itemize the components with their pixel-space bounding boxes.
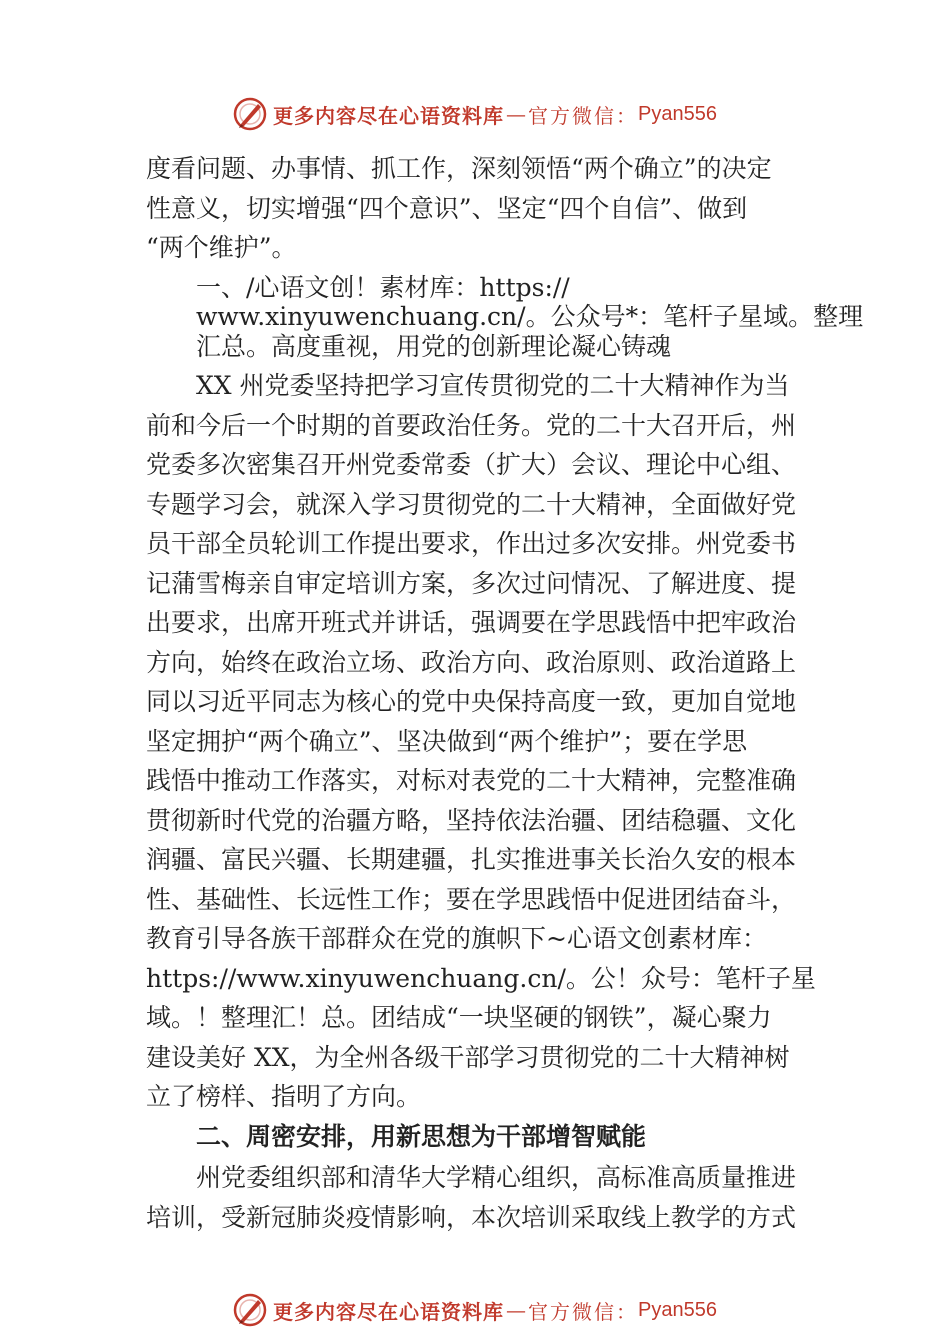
text-line: XX 州党委坚持把学习宣传贯彻党的二十大精神作为当 — [196, 371, 790, 400]
text-line: 教育引导各族干部群众在党的旗帜下~心语文创素材库： — [146, 924, 767, 953]
text-line: 践悟中推动工作落实，对标对表党的二十大精神，完整准确 — [146, 766, 797, 795]
banner-wechat-id: Pyan556 — [638, 1298, 717, 1321]
text-line: 出要求，出席开班式并讲话，强调要在学思践悟中把牢政治 — [146, 608, 797, 637]
section-heading-line: www.xinyuwenchuang.cn/。公众号*：笔杆子星域。整理 — [196, 302, 864, 331]
text-line: 建设美好 XX，为全州各级干部学习贯彻党的二十大精神树 — [146, 1043, 790, 1072]
text-line: 性、基础性、长远性工作；要在学思践悟中促进团结奋斗， — [146, 885, 797, 914]
pen-logo-icon — [233, 1293, 267, 1327]
text-line: 方向，始终在政治立场、政治方向、政治原则、政治道路上 — [146, 648, 797, 677]
text-line: 立了榜样、指明了方向。 — [146, 1082, 422, 1111]
banner-wechat-id: Pyan556 — [638, 102, 717, 125]
section-heading-2: 二、周密安排，用新思想为干部增智赋能 — [196, 1122, 647, 1151]
watermark-banner-top — [0, 94, 950, 134]
text-line: “两个维护”。 — [146, 233, 297, 262]
text-line: 域。！整理汇！总。团结成“一块坚硬的钢铁”，凝心聚力 — [146, 1003, 772, 1032]
text-line: 员干部全员轮训工作提出要求，作出过多次安排。州党委书 — [146, 529, 797, 558]
banner-dash: — — [506, 1298, 527, 1322]
text-line: 同以习近平同志为核心的党中央保持高度一致，更加自觉地 — [146, 687, 797, 716]
watermark-banner-bottom — [0, 1290, 950, 1330]
text-line: 前和今后一个时期的首要政治任务。党的二十大召开后，州 — [146, 411, 797, 440]
text-line: 党委多次密集召开州党委常委（扩大）会议、理论中心组、 — [146, 450, 797, 479]
section-heading-line: 一、/心语文创！素材库：https:// — [196, 273, 570, 302]
banner-wechat-label: 官方微信： — [528, 1299, 639, 1324]
text-line: 性意义，切实增强“四个意识”、坚定“四个自信”、做到 — [146, 194, 748, 223]
text-line: 度看问题、办事情、抓工作，深刻领悟“两个确立”的决定 — [146, 154, 772, 183]
banner-wechat-label: 官方微信： — [528, 103, 639, 128]
text-line: 专题学习会，就深入学习贯彻党的二十大精神，全面做好党 — [146, 490, 797, 519]
banner-main-text: 更多内容尽在心语资料库 — [273, 103, 505, 128]
text-line: https://www.xinyuwenchuang.cn/。公！众号：笔杆子星 — [146, 964, 816, 993]
text-line: 州党委组织部和清华大学精心组织，高标准高质量推进 — [196, 1163, 797, 1192]
section-heading-line: 汇总。高度重视，用党的创新理论凝心铸魂 — [196, 332, 672, 361]
banner-main-text: 更多内容尽在心语资料库 — [273, 1299, 505, 1324]
text-line: 培训，受新冠肺炎疫情影响，本次培训采取线上教学的方式 — [146, 1203, 797, 1232]
text-line: 贯彻新时代党的治疆方略，坚持依法治疆、团结稳疆、文化 — [146, 806, 797, 835]
text-line: 记蒲雪梅亲自审定培训方案，多次过问情况、了解进度、提 — [146, 569, 797, 598]
text-line: 坚定拥护“两个确立”、坚决做到“两个维护”；要在学思 — [146, 727, 748, 756]
text-line: 润疆、富民兴疆、长期建疆，扎实推进事关长治久安的根本 — [146, 845, 797, 874]
pen-logo-icon — [233, 97, 267, 131]
banner-dash: — — [506, 102, 527, 126]
